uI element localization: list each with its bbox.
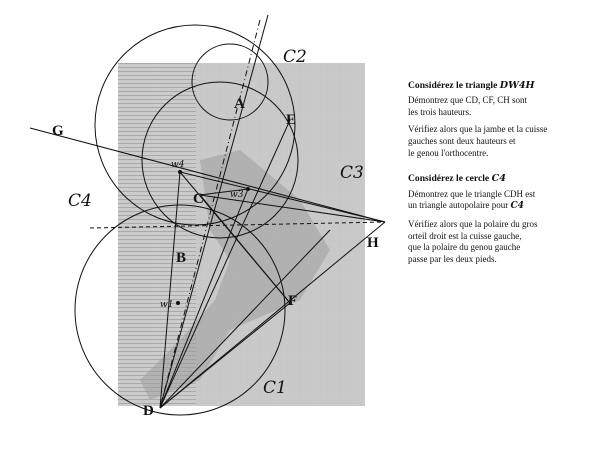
block1-title bbox=[408, 80, 593, 91]
block2-p1-prefix: Démontrez que le triangle CDH est un triangle autopolaire pour bbox=[408, 188, 536, 211]
point-w4 bbox=[178, 170, 182, 174]
label-f: F bbox=[288, 293, 298, 309]
label-c3: C3 bbox=[340, 163, 364, 183]
block1-title-math: DW4H bbox=[499, 80, 535, 91]
label-c2: C2 bbox=[283, 47, 307, 67]
block2-p1 bbox=[408, 189, 593, 213]
block2-title-prefix: Considérez le cercle bbox=[408, 173, 492, 185]
label-b: B bbox=[176, 250, 187, 266]
block2-p2: Vérifiez alors que la polaire du gros orteil droit est la cuisse gauche, que la polaire du genou gauche passe par les deux pieds. bbox=[408, 218, 538, 264]
block2-title-math: C4 bbox=[491, 173, 506, 185]
block2-title bbox=[408, 173, 593, 184]
block1-p2: Vérifiez alors que la jambe et la cuisse gauches sont deux hauteurs et le genou l'orthocentre. bbox=[408, 124, 548, 158]
block2-p1-math: C4 bbox=[510, 201, 524, 212]
label-c4: C4 bbox=[68, 191, 92, 211]
point-w1 bbox=[176, 301, 180, 305]
block1-title-prefix: Considérez le triangle bbox=[408, 80, 500, 91]
point-w3 bbox=[246, 187, 250, 191]
block1-p1: Démontrez que CD, CF, CH sont les trois hauteurs. bbox=[408, 95, 528, 117]
instructions-panel bbox=[408, 80, 593, 272]
label-a: A bbox=[234, 96, 245, 112]
label-w4: w4 bbox=[171, 160, 185, 170]
label-w1: w1 bbox=[160, 300, 174, 310]
label-h: H bbox=[367, 235, 379, 251]
label-d: D bbox=[143, 403, 154, 419]
label-c1: C1 bbox=[263, 378, 287, 398]
label-e: E bbox=[286, 112, 297, 128]
label-c: C bbox=[193, 191, 204, 207]
label-g: G bbox=[52, 123, 64, 139]
label-w3: w3 bbox=[230, 190, 244, 200]
